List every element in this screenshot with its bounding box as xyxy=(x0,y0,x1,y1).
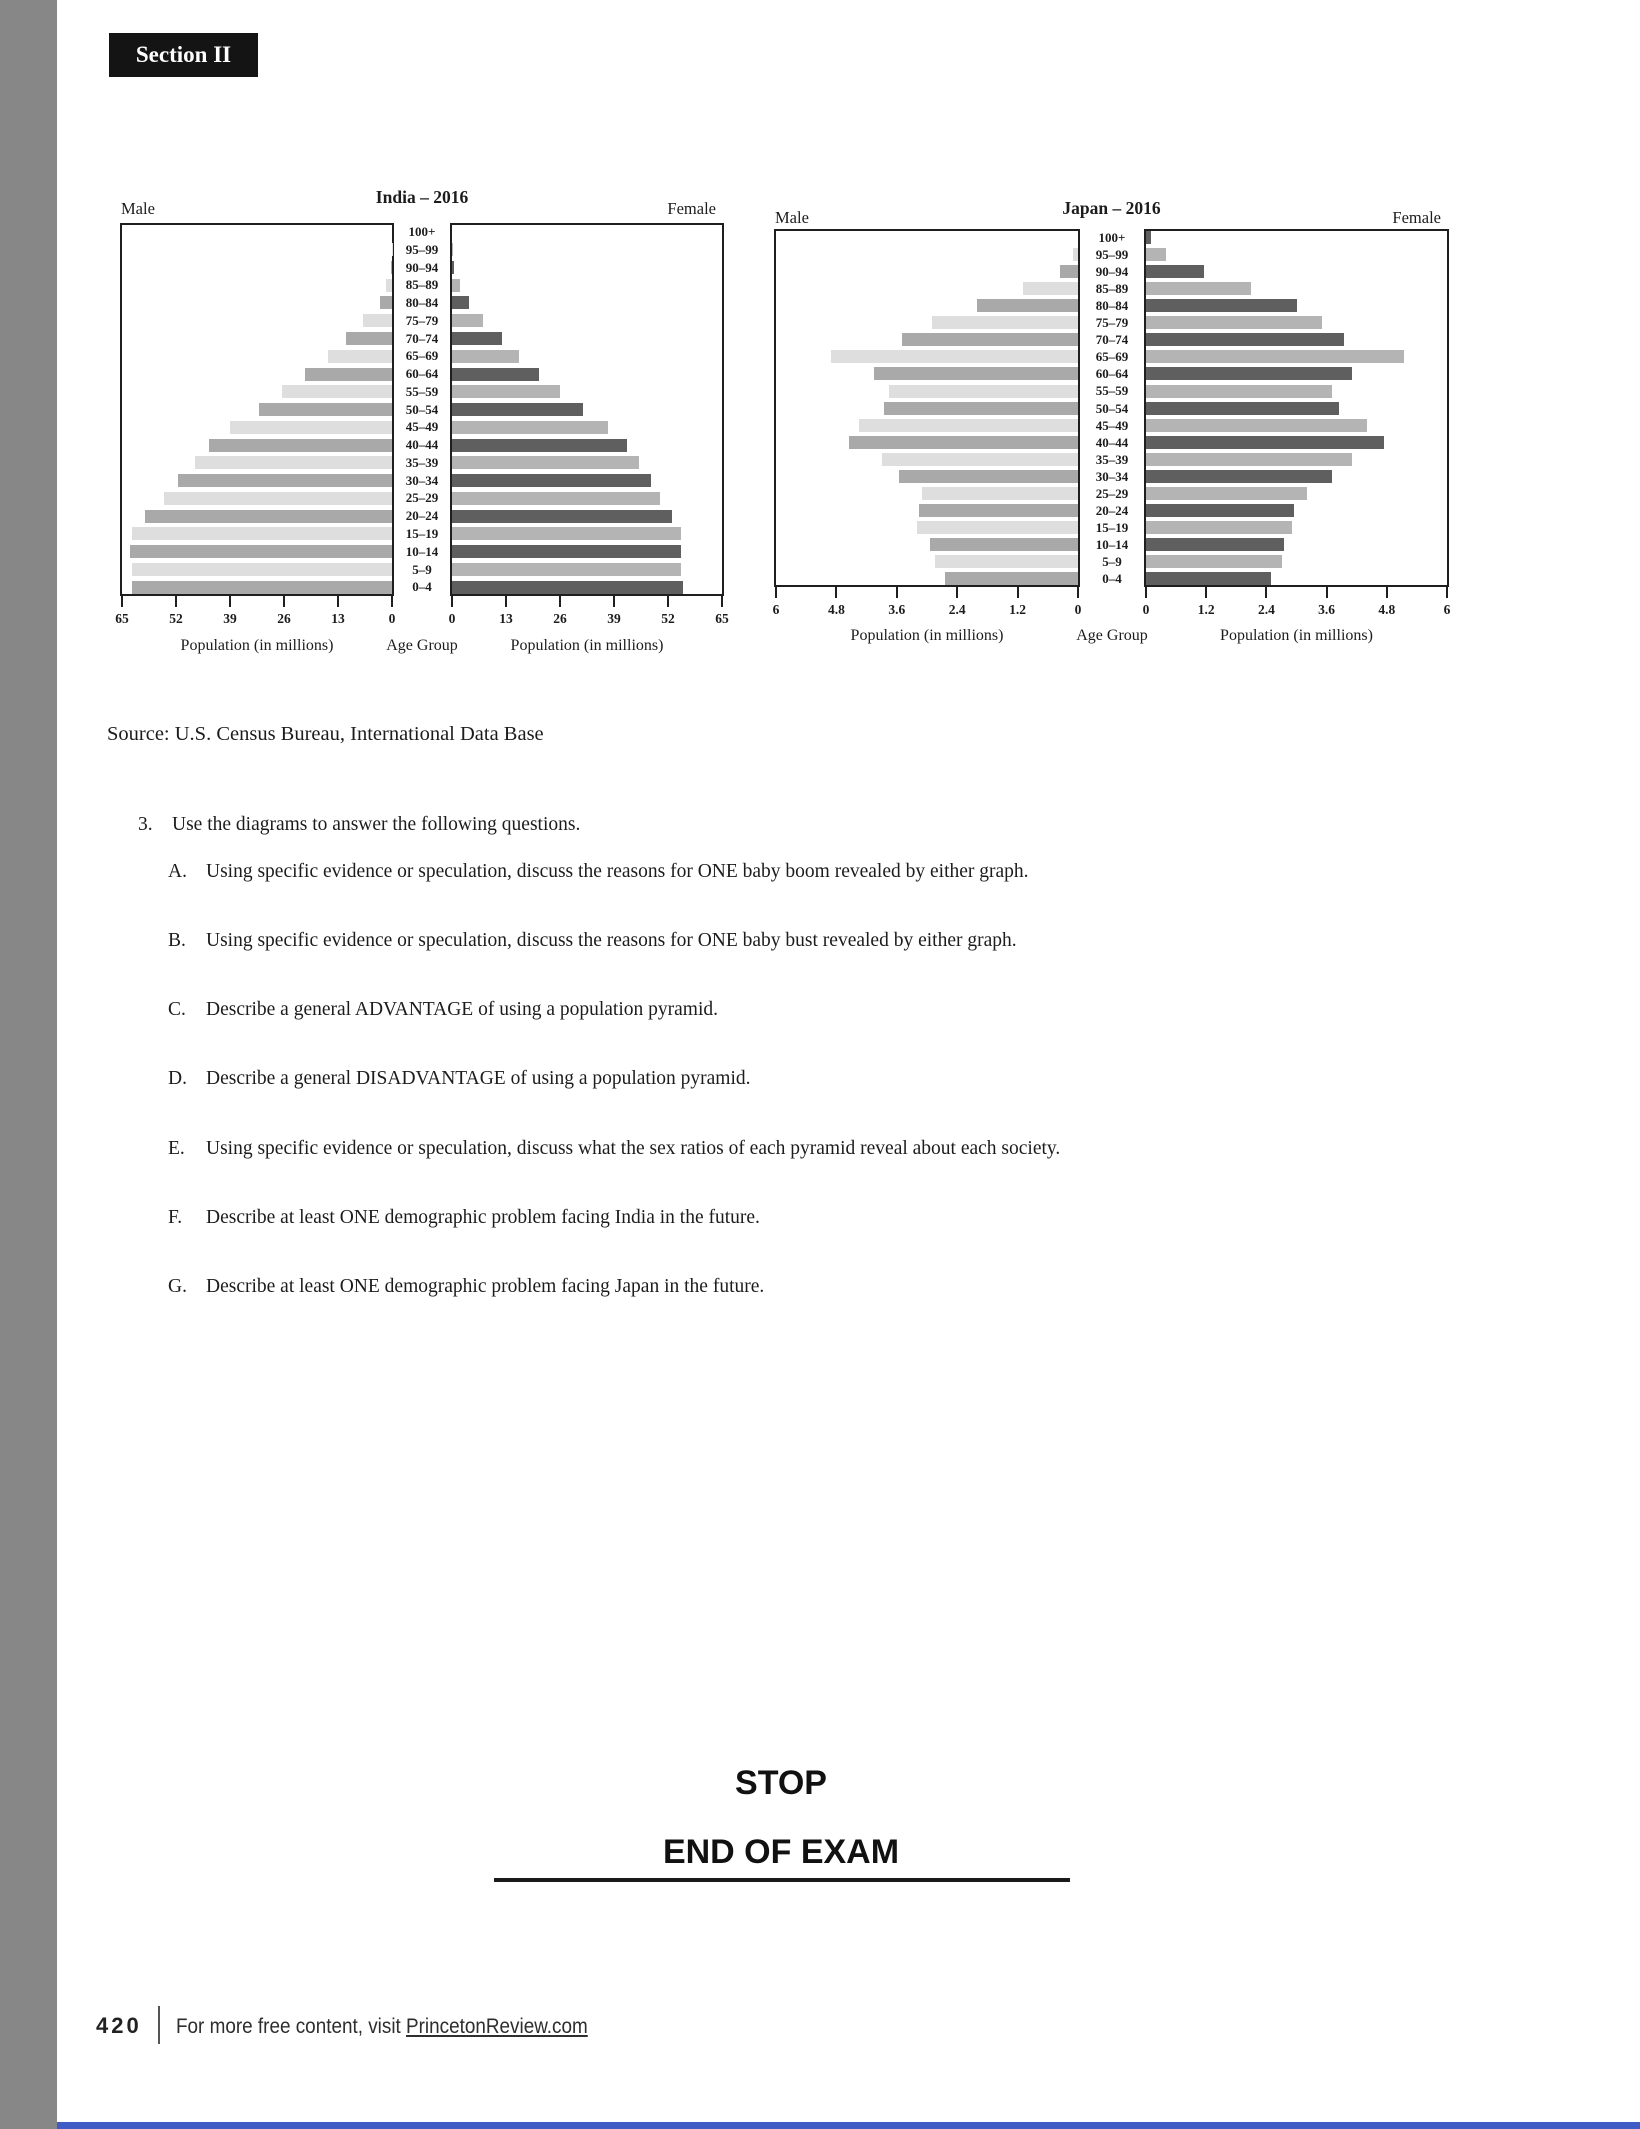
japan-female-tick-3.6 xyxy=(1326,587,1328,598)
question-part-letter: E. xyxy=(168,1138,185,1159)
india-female-tick-label-13: 13 xyxy=(499,611,513,626)
india-bar-male-50–54 xyxy=(259,403,392,416)
india-male-tick-label-26: 26 xyxy=(277,611,291,626)
question-part-text: Describe a general DISADVANTAGE of using a population pyramid. xyxy=(206,1068,751,1089)
japan-bar-male-10–14 xyxy=(930,538,1079,551)
question-stem: Use the diagrams to answer the following questions. xyxy=(172,814,581,835)
japan-male-tick-2.4 xyxy=(956,587,958,598)
india-bar-male-20–24 xyxy=(145,510,392,523)
india-age-label-30–34: 30–34 xyxy=(405,472,439,488)
india-bar-male-70–74 xyxy=(346,332,392,345)
japan-age-label-40–44: 40–44 xyxy=(1095,434,1129,450)
india-female-tick-26 xyxy=(559,596,561,607)
india-age-label-55–59: 55–59 xyxy=(405,383,439,399)
india-bar-male-90–94 xyxy=(391,261,392,274)
question-part-text: Describe at least ONE demographic problem facing Japan in the future. xyxy=(206,1276,765,1297)
japan-age-label-65–69: 65–69 xyxy=(1095,349,1129,365)
stop-label: STOP xyxy=(735,1764,827,1802)
india-male-tick-label-65: 65 xyxy=(115,611,129,626)
india-male-tick-52 xyxy=(175,596,177,607)
japan-age-label-35–39: 35–39 xyxy=(1095,451,1129,467)
india-bar-female-50–54 xyxy=(452,403,583,416)
japan-male-tick-4.8 xyxy=(835,587,837,598)
japan-female-plot-area xyxy=(1144,229,1449,587)
india-female-tick-label-26: 26 xyxy=(553,611,567,626)
end-of-exam-rule xyxy=(494,1878,1070,1882)
japan-bar-male-85–89 xyxy=(1023,282,1078,295)
india-bar-female-15–19 xyxy=(452,527,681,540)
india-bar-female-90–94 xyxy=(452,261,454,274)
section-header xyxy=(109,33,258,77)
japan-bar-male-40–44 xyxy=(849,436,1078,449)
india-bar-female-10–14 xyxy=(452,545,681,558)
india-female-tick-52 xyxy=(667,596,669,607)
japan-age-label-30–34: 30–34 xyxy=(1095,468,1129,484)
question-part-text: Using specific evidence or speculation, discuss what the sex ratios of each pyramid reveal about each society. xyxy=(206,1138,1061,1159)
india-age-label-60–64: 60–64 xyxy=(405,366,439,382)
japan-bar-female-50–54 xyxy=(1146,402,1339,415)
india-bar-female-5–9 xyxy=(452,563,681,576)
india-age-label-65–69: 65–69 xyxy=(405,348,439,364)
india-bar-female-75–79 xyxy=(452,314,483,327)
japan-bar-female-55–59 xyxy=(1146,385,1332,398)
india-bar-male-65–69 xyxy=(328,350,392,363)
india-bar-male-75–79 xyxy=(363,314,392,327)
india-chart-title: India – 2016 xyxy=(375,187,469,207)
india-age-label-50–54: 50–54 xyxy=(405,401,439,417)
japan-male-tick-label-6: 6 xyxy=(772,602,780,617)
question-part-letter: F. xyxy=(168,1207,183,1228)
japan-chart-title: Japan – 2016 xyxy=(1062,198,1161,218)
japan-bar-female-100+ xyxy=(1146,231,1151,244)
japan-male-tick-label-0: 0 xyxy=(1074,602,1082,617)
japan-female-tick-6 xyxy=(1446,587,1448,598)
japan-bar-male-70–74 xyxy=(902,333,1078,346)
question-part-text: Using specific evidence or speculation, discuss the reasons for ONE baby boom revealed by either graph. xyxy=(206,861,1029,882)
footer-text xyxy=(176,2015,588,2039)
india-age-label-40–44: 40–44 xyxy=(405,437,439,453)
india-bar-female-40–44 xyxy=(452,439,627,452)
japan-age-label-75–79: 75–79 xyxy=(1095,315,1129,331)
question-part-letter: G. xyxy=(168,1276,187,1297)
japan-bar-male-80–84 xyxy=(977,299,1078,312)
japan-bar-male-0–4 xyxy=(945,572,1078,585)
japan-age-label-25–29: 25–29 xyxy=(1095,485,1129,501)
india-male-label: Male xyxy=(121,199,155,218)
india-bar-male-5–9 xyxy=(132,563,392,576)
footer-page-number: 420 xyxy=(96,2013,142,2038)
india-bar-male-80–84 xyxy=(380,296,393,309)
japan-bar-female-45–49 xyxy=(1146,419,1367,432)
japan-female-label: Female xyxy=(1392,208,1441,227)
japan-age-label-80–84: 80–84 xyxy=(1095,298,1129,314)
question-part-text: Describe at least ONE demographic problem facing India in the future. xyxy=(206,1207,760,1228)
question-part-letter: B. xyxy=(168,930,186,951)
end-of-exam-label: END OF EXAM xyxy=(662,1833,900,1871)
india-male-tick-label-52: 52 xyxy=(169,611,183,626)
india-age-group-caption: Age Group xyxy=(386,637,458,654)
india-bar-female-60–64 xyxy=(452,368,539,381)
india-bar-male-85–89 xyxy=(386,279,392,292)
india-male-plot-area xyxy=(120,223,394,596)
india-bar-male-45–49 xyxy=(230,421,392,434)
japan-female-tick-label-0: 0 xyxy=(1142,602,1150,617)
india-age-label-45–49: 45–49 xyxy=(405,419,439,435)
question-number: 3. xyxy=(138,814,153,835)
japan-age-label-0–4: 0–4 xyxy=(1102,571,1122,586)
japan-age-label-50–54: 50–54 xyxy=(1095,400,1129,416)
japan-male-axis-caption: Population (in millions) xyxy=(850,627,1004,644)
india-bar-male-60–64 xyxy=(305,368,392,381)
bottom-blue-strip xyxy=(57,2122,1640,2129)
india-bar-male-55–59 xyxy=(282,385,392,398)
india-female-tick-label-39: 39 xyxy=(607,611,621,626)
japan-male-plot-area xyxy=(774,229,1080,587)
japan-bar-male-30–34 xyxy=(899,470,1078,483)
india-age-label-90–94: 90–94 xyxy=(405,259,439,275)
india-male-axis-caption: Population (in millions) xyxy=(180,637,334,654)
japan-female-tick-label-6: 6 xyxy=(1443,602,1451,617)
japan-bar-female-75–79 xyxy=(1146,316,1322,329)
japan-age-label-10–14: 10–14 xyxy=(1095,536,1129,552)
india-age-label-85–89: 85–89 xyxy=(405,277,439,293)
india-bar-female-80–84 xyxy=(452,296,469,309)
india-age-label-80–84: 80–84 xyxy=(405,295,439,310)
india-age-label-75–79: 75–79 xyxy=(405,312,439,328)
japan-bar-male-20–24 xyxy=(919,504,1078,517)
japan-bar-female-95–99 xyxy=(1146,248,1166,261)
india-male-tick-39 xyxy=(229,596,231,607)
japan-female-tick-0 xyxy=(1145,587,1147,598)
india-male-tick-13 xyxy=(337,596,339,607)
japan-bar-female-0–4 xyxy=(1146,572,1271,585)
india-age-label-25–29: 25–29 xyxy=(405,490,439,506)
india-bar-female-55–59 xyxy=(452,385,560,398)
japan-male-tick-0 xyxy=(1077,587,1079,598)
japan-male-tick-1.2 xyxy=(1017,587,1019,598)
japan-bar-male-50–54 xyxy=(884,402,1078,415)
india-age-label-70–74: 70–74 xyxy=(405,330,439,346)
japan-age-label-60–64: 60–64 xyxy=(1095,366,1129,382)
india-male-tick-26 xyxy=(283,596,285,607)
japan-male-tick-6 xyxy=(775,587,777,598)
question-part-letter: A. xyxy=(168,861,187,882)
india-age-label-100+: 100+ xyxy=(408,224,436,239)
japan-bar-male-35–39 xyxy=(882,453,1078,466)
india-bar-male-30–34 xyxy=(178,474,392,487)
japan-male-tick-3.6 xyxy=(896,587,898,598)
india-female-tick-label-65: 65 xyxy=(715,611,729,626)
japan-female-tick-1.2 xyxy=(1205,587,1207,598)
japan-bar-female-40–44 xyxy=(1146,436,1384,449)
left-gray-strip xyxy=(0,0,57,2129)
japan-bar-male-95–99 xyxy=(1073,248,1078,261)
india-female-plot-area xyxy=(450,223,724,596)
india-male-tick-65 xyxy=(121,596,123,607)
india-age-label-95–99: 95–99 xyxy=(405,241,439,257)
footer-text-prefix: For more free content, visit xyxy=(176,2015,407,2038)
footer-divider xyxy=(158,2006,160,2044)
source-line: Source: U.S. Census Bureau, International Data Base xyxy=(107,723,544,745)
japan-age-label-15–19: 15–19 xyxy=(1095,519,1129,535)
india-bar-female-45–49 xyxy=(452,421,608,434)
india-male-tick-label-13: 13 xyxy=(331,611,345,626)
india-male-tick-label-0: 0 xyxy=(388,611,396,626)
india-age-label-10–14: 10–14 xyxy=(405,543,439,559)
question-part-text: Describe a general ADVANTAGE of using a population pyramid. xyxy=(206,999,718,1020)
japan-age-label-5–9: 5–9 xyxy=(1102,553,1122,569)
india-bar-male-15–19 xyxy=(132,527,392,540)
india-bar-male-10–14 xyxy=(130,545,392,558)
japan-age-label-45–49: 45–49 xyxy=(1095,417,1129,433)
india-female-axis-caption: Population (in millions) xyxy=(510,637,664,654)
india-bar-female-20–24 xyxy=(452,510,672,523)
japan-male-tick-label-3.6: 3.6 xyxy=(888,602,906,617)
japan-male-tick-label-2.4: 2.4 xyxy=(948,602,966,617)
question-part-letter: D. xyxy=(168,1068,187,1089)
japan-female-axis-caption: Population (in millions) xyxy=(1220,627,1373,644)
india-female-tick-39 xyxy=(613,596,615,607)
japan-age-label-90–94: 90–94 xyxy=(1095,264,1129,280)
japan-age-group-caption: Age Group xyxy=(1076,627,1148,644)
japan-female-tick-4.8 xyxy=(1386,587,1388,598)
japan-female-tick-2.4 xyxy=(1265,587,1267,598)
japan-female-tick-label-4.8: 4.8 xyxy=(1378,602,1396,617)
japan-bar-female-25–29 xyxy=(1146,487,1307,500)
india-bar-female-30–34 xyxy=(452,474,651,487)
india-female-tick-65 xyxy=(721,596,723,607)
india-bar-female-65–69 xyxy=(452,350,519,363)
japan-bar-female-85–89 xyxy=(1146,282,1251,295)
japan-bar-male-25–29 xyxy=(922,487,1078,500)
japan-female-tick-label-1.2: 1.2 xyxy=(1197,602,1215,617)
question-part-text: Using specific evidence or speculation, discuss the reasons for ONE baby bust revealed by either graph. xyxy=(206,930,1017,951)
india-bar-female-85–89 xyxy=(452,279,460,292)
japan-bar-female-65–69 xyxy=(1146,350,1404,363)
india-age-label-20–24: 20–24 xyxy=(405,508,439,524)
footer-link[interactable]: PrincetonReview.com xyxy=(406,2015,588,2038)
japan-bar-male-90–94 xyxy=(1060,265,1078,278)
japan-bar-female-60–64 xyxy=(1146,367,1352,380)
japan-male-label: Male xyxy=(775,208,809,227)
japan-female-tick-label-2.4: 2.4 xyxy=(1257,602,1275,617)
japan-bar-female-70–74 xyxy=(1146,333,1344,346)
japan-age-label-55–59: 55–59 xyxy=(1095,383,1129,399)
section-label: Section II xyxy=(135,42,232,67)
question-part-letter: C. xyxy=(168,999,186,1020)
japan-bar-female-30–34 xyxy=(1146,470,1332,483)
japan-age-label-70–74: 70–74 xyxy=(1095,332,1129,348)
india-male-tick-label-39: 39 xyxy=(223,611,237,626)
japan-age-label-85–89: 85–89 xyxy=(1095,281,1129,297)
japan-bar-male-45–49 xyxy=(859,419,1078,432)
india-bar-male-25–29 xyxy=(164,492,393,505)
japan-bar-male-15–19 xyxy=(917,521,1078,534)
japan-bar-male-75–79 xyxy=(932,316,1078,329)
india-age-label-15–19: 15–19 xyxy=(405,526,439,541)
japan-bar-male-55–59 xyxy=(889,385,1078,398)
japan-bar-male-5–9 xyxy=(935,555,1079,568)
japan-age-label-100+: 100+ xyxy=(1098,230,1126,245)
india-female-tick-0 xyxy=(451,596,453,607)
india-female-tick-label-52: 52 xyxy=(661,611,675,626)
india-bar-female-70–74 xyxy=(452,332,502,345)
india-bar-female-35–39 xyxy=(452,456,639,469)
japan-bar-female-90–94 xyxy=(1146,265,1204,278)
india-male-tick-0 xyxy=(391,596,393,607)
japan-bar-male-65–69 xyxy=(831,350,1078,363)
japan-male-tick-label-4.8: 4.8 xyxy=(827,602,845,617)
india-bar-male-40–44 xyxy=(209,439,392,452)
india-female-tick-13 xyxy=(505,596,507,607)
japan-female-tick-label-3.6: 3.6 xyxy=(1318,602,1336,617)
india-age-label-0–4: 0–4 xyxy=(412,579,432,595)
india-age-label-5–9: 5–9 xyxy=(412,561,432,577)
japan-bar-female-5–9 xyxy=(1146,555,1282,568)
india-bar-female-25–29 xyxy=(452,492,660,505)
japan-bar-female-35–39 xyxy=(1146,453,1352,466)
india-female-label: Female xyxy=(667,199,716,218)
japan-age-label-95–99: 95–99 xyxy=(1095,247,1129,262)
japan-bar-female-10–14 xyxy=(1146,538,1284,551)
india-age-label-35–39: 35–39 xyxy=(405,454,439,470)
japan-bar-female-20–24 xyxy=(1146,504,1294,517)
japan-age-label-20–24: 20–24 xyxy=(1095,502,1129,518)
india-female-tick-label-0: 0 xyxy=(448,611,456,626)
japan-bar-female-80–84 xyxy=(1146,299,1297,312)
japan-bar-male-60–64 xyxy=(874,367,1078,380)
india-bar-female-0–4 xyxy=(452,581,683,594)
india-bar-male-35–39 xyxy=(195,456,392,469)
japan-bar-female-15–19 xyxy=(1146,521,1292,534)
japan-male-tick-label-1.2: 1.2 xyxy=(1009,602,1027,617)
india-bar-male-0–4 xyxy=(132,581,392,594)
